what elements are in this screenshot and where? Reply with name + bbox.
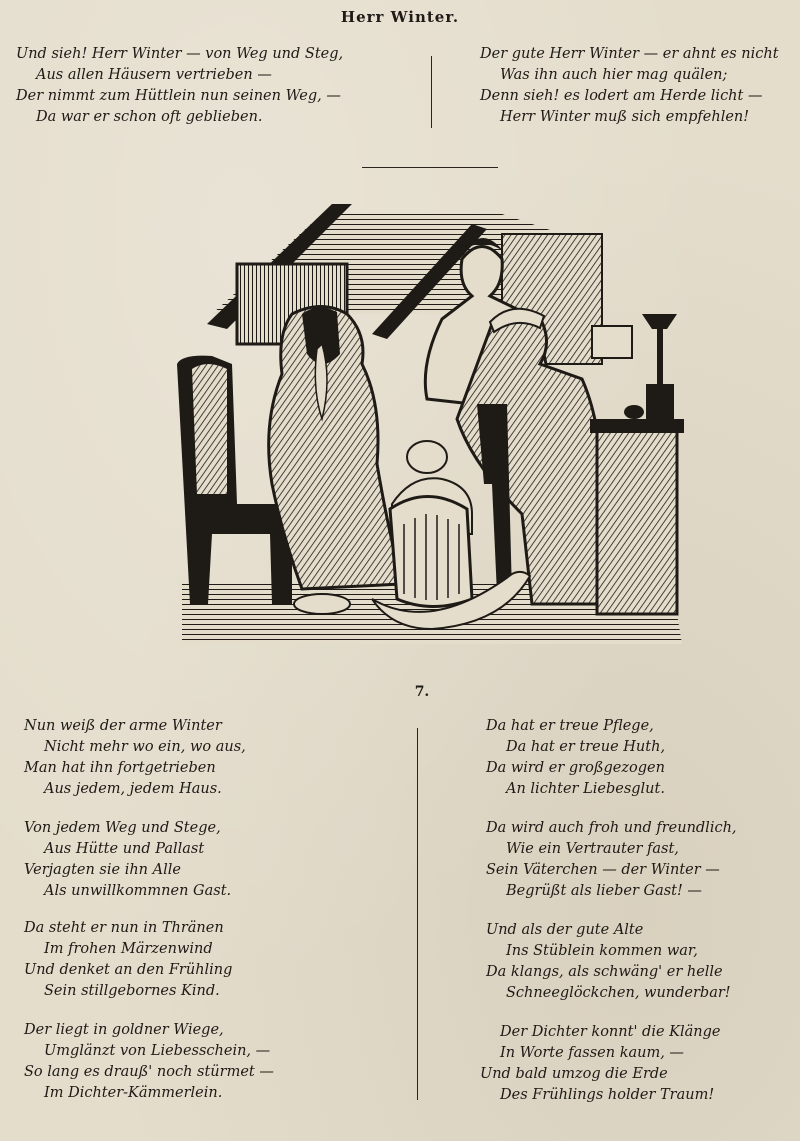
verse-line: Sein stillgebornes Kind. — [44, 983, 220, 999]
verse-line: Und sieh! Herr Winter — von Weg und Steg, — [16, 46, 344, 62]
chair — [477, 404, 512, 594]
books — [592, 326, 632, 358]
armchair-back — [192, 364, 227, 494]
verse-line: Da hat er treue Huth, — [506, 739, 666, 755]
verse-line: Und bald umzog die Erde — [480, 1066, 668, 1082]
verse-line: Sein Väterchen — der Winter — — [486, 862, 720, 878]
left-stanza-2 — [24, 818, 231, 902]
right-stanza-1 — [486, 716, 665, 800]
verse-line: Nicht mehr wo ein, wo aus, — [44, 739, 246, 755]
verse-line: An lichter Liebesglut. — [506, 781, 665, 797]
verse-line: Was ihn auch hier mag quälen; — [500, 67, 728, 83]
verse-line: Im frohen Märzenwind — [44, 941, 213, 957]
verse-line: Da war er schon oft geblieben. — [36, 109, 263, 125]
verse-line: Begrüßt als lieber Gast! — — [506, 883, 702, 899]
verse-line: Aus Hütte und Pallast — [44, 841, 205, 857]
column-divider — [431, 56, 432, 128]
left-stanza-3 — [24, 918, 232, 1002]
verse-line: Im Dichter-Kämmerlein. — [44, 1085, 223, 1101]
woodcut-illustration — [172, 204, 692, 650]
verse-line: Ins Stüblein kommen war, — [506, 943, 698, 959]
baby-head — [407, 441, 447, 473]
lamp-base — [646, 384, 674, 420]
section-divider — [362, 167, 498, 168]
verse-line: Wie ein Vertrauter fast, — [506, 841, 679, 857]
right-stanza-2 — [486, 818, 737, 902]
verse-line: Der nimmt zum Hüttlein nun seinen Weg, — — [16, 88, 341, 104]
verse-line: Als unwillkommnen Gast. — [44, 883, 232, 899]
column-divider — [417, 728, 418, 1100]
desk — [597, 424, 677, 614]
page-title: Herr Winter. — [340, 8, 460, 26]
verse-line: Des Frühlings holder Traum! — [500, 1087, 715, 1103]
inkwell — [624, 405, 644, 419]
verse-line: Verjagten sie ihn Alle — [24, 862, 181, 878]
verse-line: Da hat er treue Pflege, — [486, 718, 654, 734]
left-stanza-1 — [24, 716, 246, 800]
verse-line: Schneeglöckchen, wunderbar! — [506, 985, 731, 1001]
right-stanza-4 — [480, 1022, 720, 1106]
winter-feet — [294, 594, 350, 614]
verse-line: Nun weiß der arme Winter — [24, 718, 222, 734]
verse-line: Der gute Herr Winter — er ahnt es nicht — [480, 46, 779, 62]
verse-line: Da steht er nun in Thränen — [24, 920, 224, 936]
verse-line: Von jedem Weg und Stege, — [24, 820, 221, 836]
page-number: 7. — [414, 684, 430, 700]
verse-line: Umglänzt von Liebesschein, — — [44, 1043, 271, 1059]
verse-line: Herr Winter muß sich empfehlen! — [500, 109, 750, 125]
verse-line: In Worte fassen kaum, — — [500, 1045, 684, 1061]
verse-line: Da wird er großgezogen — [486, 760, 665, 776]
verse-line: Aus allen Häusern vertrieben — — [36, 67, 272, 83]
right-stanza-3 — [486, 920, 731, 1004]
verse-line: Denn sieh! es lodert am Herde licht — — [480, 88, 763, 104]
top-right-stanza — [480, 44, 779, 128]
verse-line: Und als der gute Alte — [486, 922, 644, 938]
verse-line: Da klangs, als schwäng' er helle — [486, 964, 723, 980]
verse-line: Man hat ihn fortgetrieben — [24, 760, 216, 776]
left-stanza-4 — [24, 1020, 274, 1104]
desk-top — [590, 419, 684, 433]
top-left-stanza — [16, 44, 343, 128]
verse-line: Der liegt in goldner Wiege, — [24, 1022, 224, 1038]
lamp-shade — [642, 314, 677, 329]
verse-line: Der Dichter konnt' die Klänge — [500, 1024, 721, 1040]
verse-line: Da wird auch froh und freundlich, — [486, 820, 737, 836]
verse-line: So lang es drauß' noch stürmet — — [24, 1064, 274, 1080]
lamp-stand — [657, 329, 663, 389]
verse-line: Und denket an den Frühling — [24, 962, 233, 978]
verse-line: Aus jedem, jedem Haus. — [44, 781, 222, 797]
